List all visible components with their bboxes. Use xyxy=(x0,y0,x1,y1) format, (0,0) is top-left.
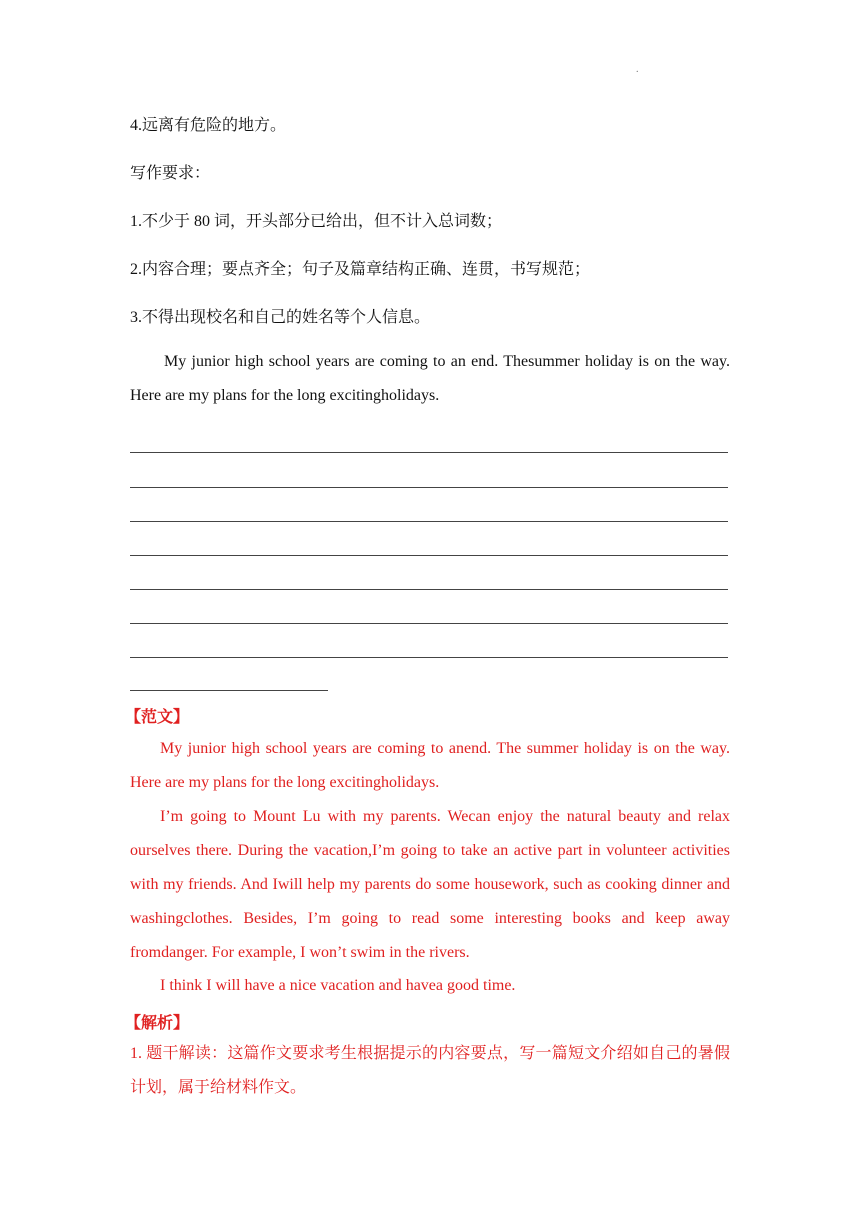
model-essay-paragraph-3: I think I will have a nice vacation and havea good time. xyxy=(160,977,516,994)
prompt-paragraph: My junior high school years are coming to an end. Thesummer holiday is on the way. Here are my plans for the long excitingholidays. xyxy=(130,353,730,404)
requirement-1: 1.不少于 80 词，开头部分已给出，但不计入总词数； xyxy=(130,213,503,230)
answer-line xyxy=(130,589,728,590)
answer-line-short xyxy=(130,690,328,691)
answer-line xyxy=(130,452,728,453)
model-essay-paragraph-2: I’m going to Mount Lu with my parents. Wecan enjoy the natural beauty and relax ourselves there. During the vacation,I’m going to take an active part in volunteer activities with my friends. And Iwill help my parents do some housework, such as cooking dinner and washingclothes. Besides, I’m going to read some interesting books and keep away fromdanger. For example, I won’t swim in the rivers. xyxy=(130,808,730,961)
model-essay-paragraph-1: My junior high school years are coming to anend. The summer holiday is on the way. Here are my plans for the long excitingholidays. xyxy=(130,740,730,791)
requirement-item-4: 4.远离有危险的地方。 xyxy=(130,117,287,134)
requirement-2: 2.内容合理；要点齐全；句子及篇章结构正确、连贯，书写规范； xyxy=(130,261,591,278)
analysis-label: 【解析】 xyxy=(125,1015,190,1032)
answer-line xyxy=(130,623,728,624)
answer-line xyxy=(130,521,728,522)
requirements-heading: 写作要求： xyxy=(130,165,211,182)
answer-line xyxy=(130,487,728,488)
requirement-3: 3.不得出现校名和自己的姓名等个人信息。 xyxy=(130,309,431,326)
header-dot: . xyxy=(636,64,639,75)
model-essay-label: 【范文】 xyxy=(125,709,190,726)
analysis-paragraph-1: 1. 题干解读：这篇作文要求考生根据提示的内容要点，写一篇短文介绍如自己的暑假计划，属于给材料作文。 xyxy=(130,1045,730,1096)
answer-line xyxy=(130,657,728,658)
answer-line xyxy=(130,555,728,556)
